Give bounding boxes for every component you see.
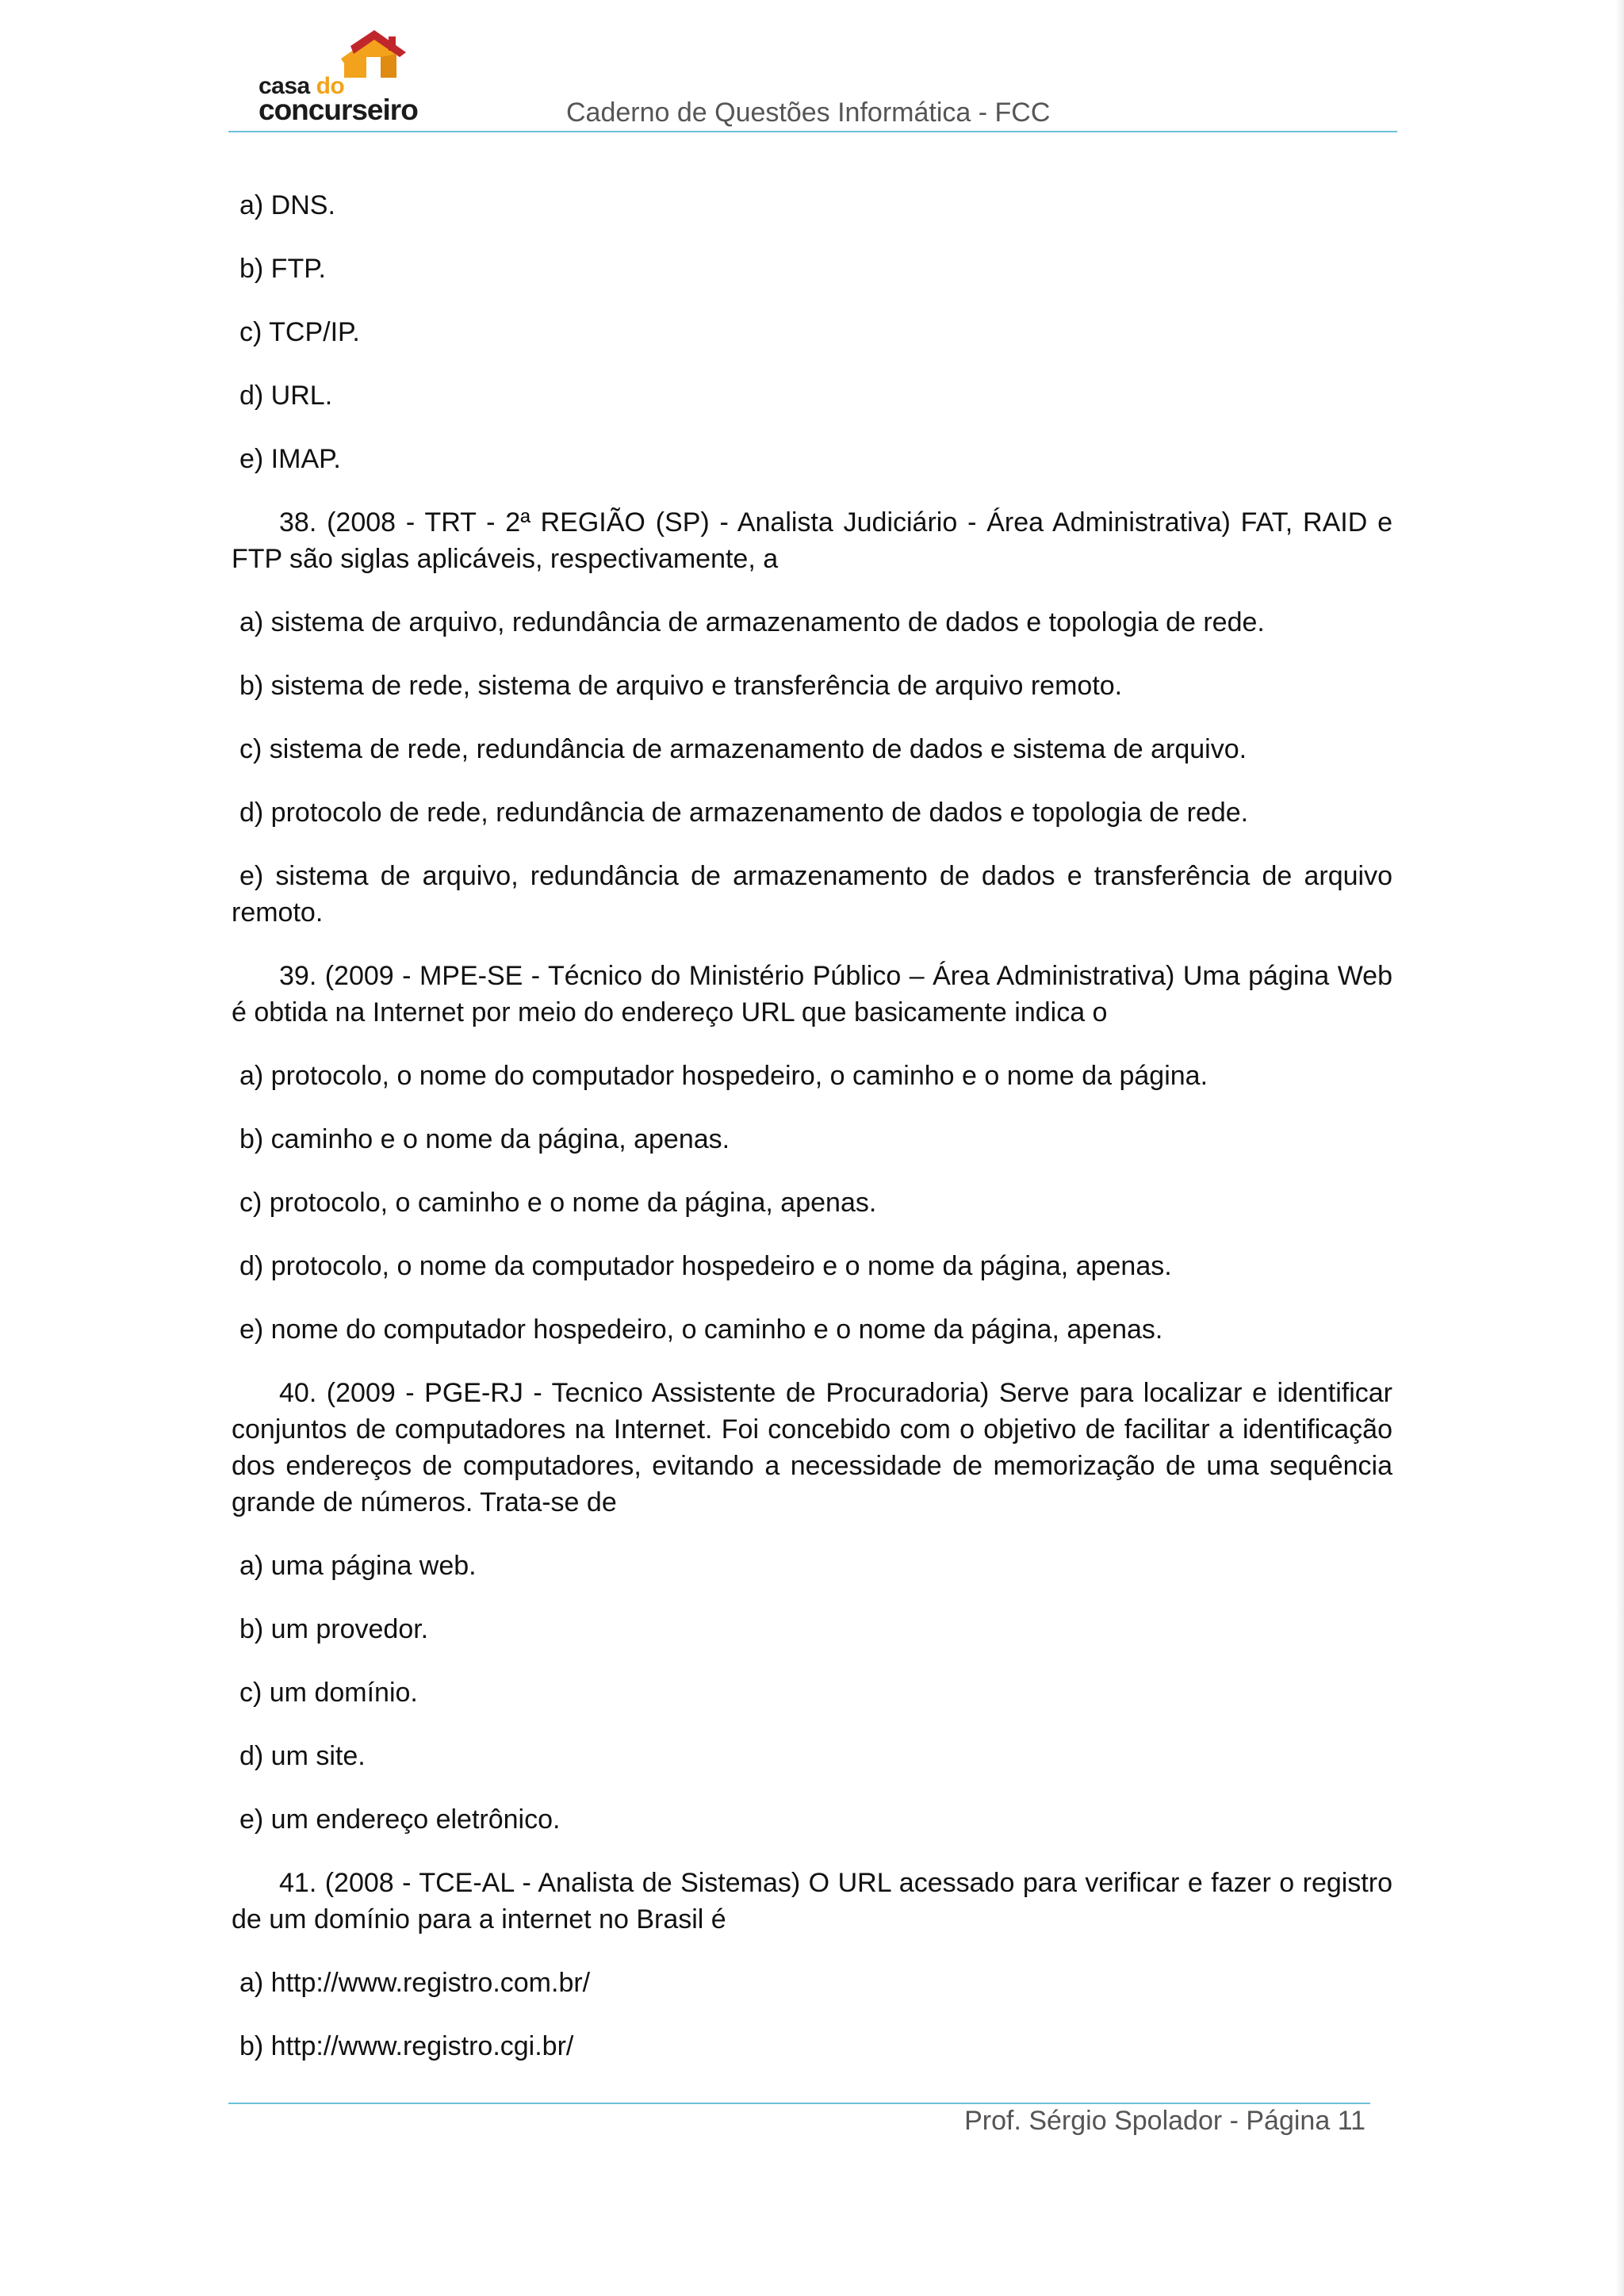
option-d: d) protocolo, o nome da computador hospedeiro e o nome da página, apenas. <box>239 1251 1172 1281</box>
option-c: c) TCP/IP. <box>239 317 360 347</box>
option-e: e) sistema de arquivo, redundância de armazenamento de dados e transferência de arquivo remoto. <box>232 861 1392 928</box>
option-a: a) DNS. <box>239 190 335 220</box>
option-a: a) protocolo, o nome do computador hospedeiro, o caminho e o nome da página. <box>239 1061 1208 1091</box>
question-40: 40. (2009 - PGE-RJ - Tecnico Assistente de Procuradoria) Serve para localizar e identificar conjuntos de computadores na Internet. Foi concebido com o objetivo de facilitar a identificação dos endereços de computadores, evitando a necessidade de memorização de uma sequência grande de números. Trata-se de <box>232 1378 1392 1517</box>
document-body <box>232 187 1392 2091</box>
option-e: e) um endereço eletrônico. <box>239 1804 561 1835</box>
logo-wordmark-bottom: concurseiro <box>259 94 418 126</box>
logo-wordmark-top: casa do <box>259 73 345 99</box>
footer-divider <box>228 2103 1370 2104</box>
question-41: 41. (2008 - TCE-AL - Analista de Sistemas) O URL acessado para verificar e fazer o registro de um domínio para a internet no Brasil é <box>232 1868 1392 1934</box>
option-b: b) caminho e o nome da página, apenas. <box>239 1124 730 1154</box>
option-b: b) sistema de rede, sistema de arquivo e transferência de arquivo remoto. <box>239 671 1123 701</box>
logo <box>255 29 422 126</box>
option-b: b) FTP. <box>239 254 326 284</box>
option-b: b) um provedor. <box>239 1614 429 1644</box>
option-a: a) http://www.registro.com.br/ <box>239 1968 591 1998</box>
option-e: e) IMAP. <box>239 444 341 474</box>
option-d: d) protocolo de rede, redundância de armazenamento de dados e topologia de rede. <box>239 798 1249 828</box>
option-e: e) nome do computador hospedeiro, o caminho e o nome da página, apenas. <box>239 1314 1163 1345</box>
footer-page-label: Prof. Sérgio Spolador - Página 11 <box>964 2106 1365 2136</box>
question-39: 39. (2009 - MPE-SE - Técnico do Ministério Público – Área Administrativa) Uma página Web é obtida na Internet por meio do endereço URL que basicamente indica o <box>232 961 1392 1027</box>
question-38: 38. (2008 - TRT - 2ª REGIÃO (SP) - Analista Judiciário - Área Administrativa) FAT, RAID e FTP são siglas aplicáveis, respectivamente, a <box>232 507 1392 574</box>
option-c: c) um domínio. <box>239 1678 418 1708</box>
option-d: d) um site. <box>239 1741 366 1771</box>
page-edge-shadow <box>1616 0 1624 2296</box>
option-a: a) uma página web. <box>239 1551 477 1581</box>
header-divider <box>228 131 1397 132</box>
header-title: Caderno de Questões Informática - FCC <box>566 98 1051 128</box>
option-a: a) sistema de arquivo, redundância de armazenamento de dados e topologia de rede. <box>239 607 1265 637</box>
option-c: c) protocolo, o caminho e o nome da página, apenas. <box>239 1188 877 1218</box>
option-b: b) http://www.registro.cgi.br/ <box>239 2031 574 2061</box>
option-c: c) sistema de rede, redundância de armazenamento de dados e sistema de arquivo. <box>239 734 1247 764</box>
option-d: d) URL. <box>239 381 333 411</box>
